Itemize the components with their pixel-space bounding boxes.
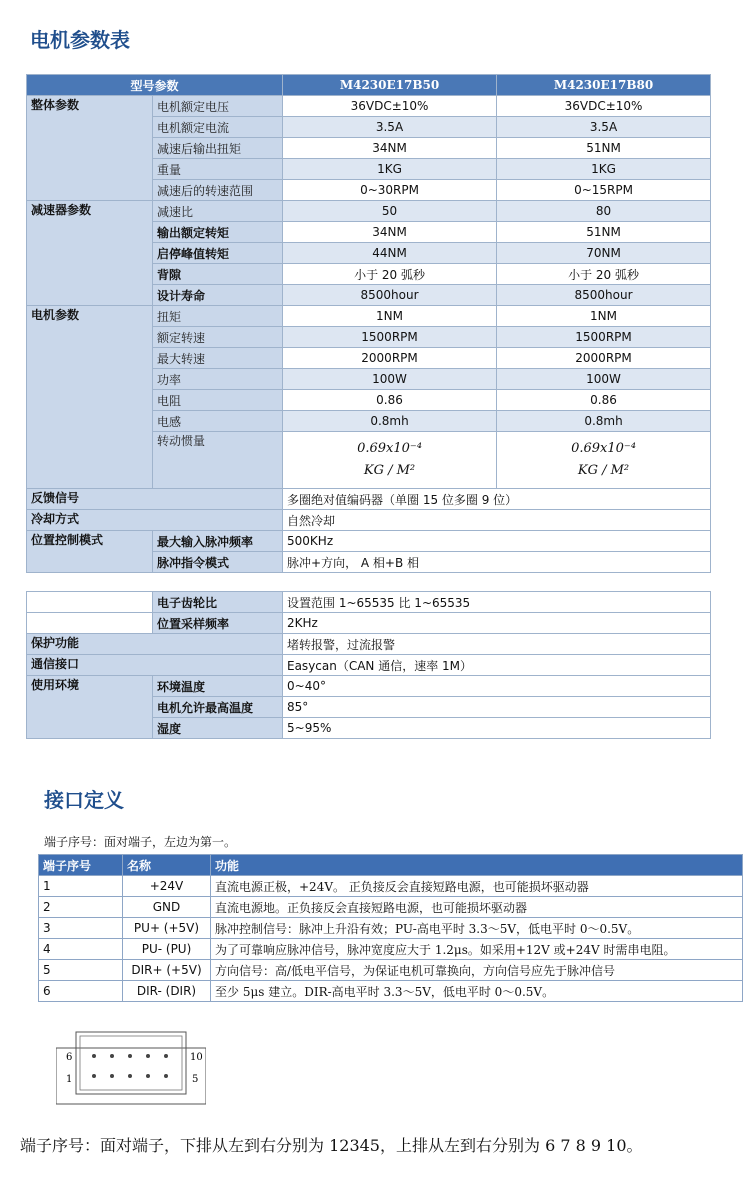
protection-label: 保护功能 [27, 634, 283, 655]
group-label: 电机参数 [27, 306, 153, 489]
gear-ratio-value: 设置范围 1~65535 比 1~65535 [283, 592, 711, 613]
terminal-func: 直流电源地。正负接反会直接短路电源，也可能损坏驱动器 [211, 897, 743, 918]
value-model-b: 51NM [497, 138, 711, 159]
inertia-value-b [497, 432, 711, 489]
feedback-value: 多圈绝对值编码器（单圈 15 位多圈 9 位） [283, 489, 711, 510]
env-row-value: 85° [283, 697, 711, 718]
value-model-a: 50 [283, 201, 497, 222]
terminal-func: 直流电源正极，+24V。 正负接反会直接短路电源，也可能损坏驱动器 [211, 876, 743, 897]
terminal-name: DIR- (DIR) [123, 981, 211, 1002]
env-label: 使用环境 [27, 676, 153, 739]
terminal-name: PU- (PU) [123, 939, 211, 960]
param-label: 转动惯量 [153, 432, 283, 489]
value-model-a: 0.86 [283, 390, 497, 411]
position-mode-label: 位置控制模式 [27, 531, 153, 573]
value-model-b: 8500hour [497, 285, 711, 306]
position-row-value: 500KHz [283, 531, 711, 552]
env-row-label: 湿度 [153, 718, 283, 739]
table-row [39, 876, 743, 897]
value-model-a: 36VDC±10% [283, 96, 497, 117]
table-row [27, 613, 711, 634]
comm-value: Easycan（CAN 通信，速率 1M） [283, 655, 711, 676]
value-model-a: 34NM [283, 222, 497, 243]
comm-label: 通信接口 [27, 655, 283, 676]
pin-label: 1 [66, 1074, 73, 1085]
terminal-name: +24V [123, 876, 211, 897]
connector-pin [146, 1074, 150, 1078]
pin-label: 5 [192, 1074, 199, 1085]
group-label: 减速器参数 [27, 201, 153, 306]
value-model-a: 100W [283, 369, 497, 390]
spec-header-model-b: M4230E17B80 [497, 75, 711, 96]
value-model-a: 8500hour [283, 285, 497, 306]
table-row [27, 634, 711, 655]
param-label: 重量 [153, 159, 283, 180]
spec-header-param: 型号参数 [27, 75, 283, 96]
env-row-value: 5~95% [283, 718, 711, 739]
position-row-label: 脉冲指令模式 [153, 552, 283, 573]
interface-header-func: 功能 [211, 855, 743, 876]
connector-pin [92, 1074, 96, 1078]
table-row [39, 981, 743, 1002]
cooling-label: 冷却方式 [27, 510, 283, 531]
position-row-value: 脉冲+方向， A 相+B 相 [283, 552, 711, 573]
connector-pin [92, 1054, 96, 1058]
table-row [27, 655, 711, 676]
param-label: 电感 [153, 411, 283, 432]
terminal-no: 6 [39, 981, 123, 1002]
value-model-a: 34NM [283, 138, 497, 159]
sampling-label: 位置采样频率 [153, 613, 283, 634]
pin-label: 6 [66, 1052, 73, 1063]
page-title: 电机参数表 [30, 28, 130, 52]
value-model-b: 小于 20 弧秒 [497, 264, 711, 285]
spec-header-row [27, 75, 711, 96]
connector-pin [110, 1054, 114, 1058]
value-model-a: 0.8mh [283, 411, 497, 432]
terminal-no: 2 [39, 897, 123, 918]
connector-pin [110, 1074, 114, 1078]
param-label: 扭矩 [153, 306, 283, 327]
connector-pin [146, 1054, 150, 1058]
connector-pin [164, 1054, 168, 1058]
param-label: 功率 [153, 369, 283, 390]
table-row [27, 96, 711, 117]
connector-pin [128, 1054, 132, 1058]
table-row [27, 306, 711, 327]
protection-value: 堵转报警，过流报警 [283, 634, 711, 655]
value-model-b: 3.5A [497, 117, 711, 138]
value-model-b: 0.8mh [497, 411, 711, 432]
terminal-no: 3 [39, 918, 123, 939]
env-row-label: 电机允许最高温度 [153, 697, 283, 718]
table-row [39, 960, 743, 981]
interface-header-name: 名称 [123, 855, 211, 876]
terminal-no: 1 [39, 876, 123, 897]
table-row [39, 897, 743, 918]
param-label: 电阻 [153, 390, 283, 411]
terminal-func: 为了可靠响应脉冲信号，脉冲宽度应大于 1.2μs。如采用+12V 或+24V 时需串电阻。 [211, 939, 743, 960]
param-label: 电机额定电压 [153, 96, 283, 117]
value-model-b: 36VDC±10% [497, 96, 711, 117]
terminal-name: PU+ (+5V) [123, 918, 211, 939]
value-model-b: 70NM [497, 243, 711, 264]
param-label: 启停峰值转矩 [153, 243, 283, 264]
sampling-value: 2KHz [283, 613, 711, 634]
inertia-value-a [283, 432, 497, 489]
table-row [27, 201, 711, 222]
group-label: 整体参数 [27, 96, 153, 201]
param-label: 设计寿命 [153, 285, 283, 306]
table-row [39, 918, 743, 939]
param-label: 额定转速 [153, 327, 283, 348]
value-model-b: 1500RPM [497, 327, 711, 348]
param-label: 背隙 [153, 264, 283, 285]
value-model-a: 1500RPM [283, 327, 497, 348]
value-model-a: 44NM [283, 243, 497, 264]
value-model-b: 100W [497, 369, 711, 390]
value-model-b: 2000RPM [497, 348, 711, 369]
terminal-no: 5 [39, 960, 123, 981]
env-row-label: 环境温度 [153, 676, 283, 697]
value-model-b: 51NM [497, 222, 711, 243]
terminal-no: 4 [39, 939, 123, 960]
footer-note: 端子序号：面对端子，下排从左到右分别为 12345，上排从左到右分别为 6 7 8 9 10。 [20, 1136, 643, 1155]
terminal-name: DIR+ (+5V) [123, 960, 211, 981]
table-row [27, 531, 711, 552]
table-row [27, 510, 711, 531]
interface-note: 端子序号：面对端子，左边为第一。 [44, 835, 237, 849]
terminal-name: GND [123, 897, 211, 918]
inertia-line1: 0.69x10⁻⁴ [571, 441, 636, 456]
spec-header-model-a: M4230E17B50 [283, 75, 497, 96]
table-row [27, 676, 711, 697]
inertia-line2: KG / M² [577, 463, 630, 478]
param-label: 输出额定转矩 [153, 222, 283, 243]
value-model-a: 0~30RPM [283, 180, 497, 201]
terminal-func: 脉冲控制信号：脉冲上升沿有效；PU-高电平时 3.3～5V，低电平时 0～0.5V。 [211, 918, 743, 939]
terminal-func: 方向信号：高/低电平信号，为保证电机可靠换向，方向信号应先于脉冲信号 [211, 960, 743, 981]
table-row [39, 939, 743, 960]
interface-header-row [39, 855, 743, 876]
value-model-b: 1NM [497, 306, 711, 327]
value-model-b: 80 [497, 201, 711, 222]
connector-pin [128, 1074, 132, 1078]
connector-pin [164, 1074, 168, 1078]
value-model-a: 1NM [283, 306, 497, 327]
param-label: 最大转速 [153, 348, 283, 369]
spec-table-lower [26, 591, 711, 739]
param-label: 减速后输出扭矩 [153, 138, 283, 159]
table-row [27, 592, 711, 613]
connector-diagram [56, 1030, 206, 1110]
inertia-line1: 0.69x10⁻⁴ [357, 441, 422, 456]
table-row [27, 489, 711, 510]
value-model-a: 小于 20 弧秒 [283, 264, 497, 285]
param-label: 电机额定电流 [153, 117, 283, 138]
param-label: 减速后的转速范围 [153, 180, 283, 201]
value-model-b: 0.86 [497, 390, 711, 411]
position-row-label: 最大输入脉冲频率 [153, 531, 283, 552]
env-row-value: 0~40° [283, 676, 711, 697]
terminal-func: 至少 5μs 建立。DIR-高电平时 3.3～5V，低电平时 0～0.5V。 [211, 981, 743, 1002]
gear-ratio-label: 电子齿轮比 [153, 592, 283, 613]
cooling-value: 自然冷却 [283, 510, 711, 531]
value-model-a: 2000RPM [283, 348, 497, 369]
feedback-label: 反馈信号 [27, 489, 283, 510]
interface-header-no: 端子序号 [39, 855, 123, 876]
value-model-a: 3.5A [283, 117, 497, 138]
value-model-a: 1KG [283, 159, 497, 180]
pin-label: 10 [190, 1052, 203, 1063]
interface-table [38, 854, 743, 1002]
value-model-b: 0~15RPM [497, 180, 711, 201]
inertia-line2: KG / M² [363, 463, 416, 478]
param-label: 减速比 [153, 201, 283, 222]
interface-title: 接口定义 [44, 788, 124, 812]
value-model-b: 1KG [497, 159, 711, 180]
spec-table [26, 74, 711, 573]
